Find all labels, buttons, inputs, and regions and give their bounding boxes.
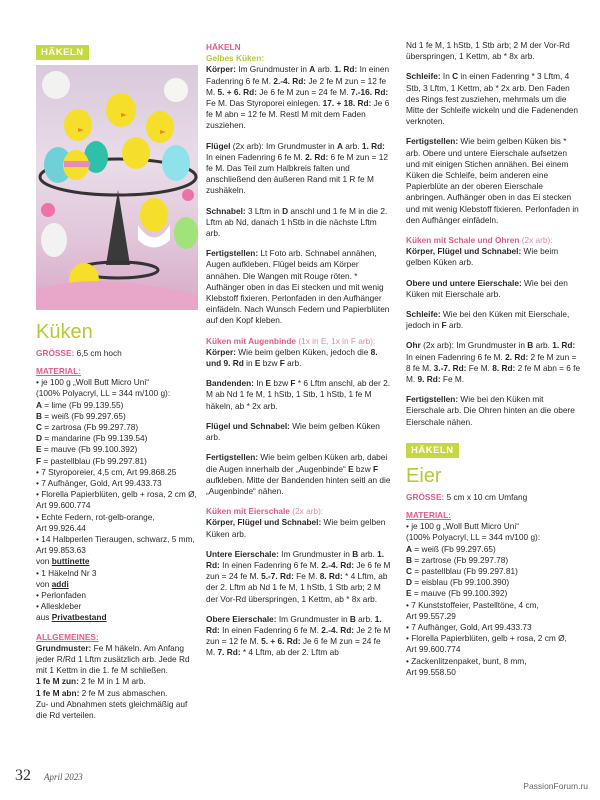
allgemeines-item xyxy=(36,688,198,699)
brand: buttinette xyxy=(51,556,90,567)
text-run: 6 fe M zun = 12 fe M. Das Teil zum Halbkreis falten und anschließend den äußeren Rand mit 1 R fe M zushäkeln. xyxy=(206,151,388,196)
bold-run: Körper: xyxy=(206,346,236,357)
supply-item: Art 99.557.29 xyxy=(406,610,456,621)
allgemeines-item xyxy=(36,643,198,677)
color-value: = mandarine (Fb 99.139.54) xyxy=(42,433,148,444)
paragraph xyxy=(406,71,581,127)
paragraph xyxy=(206,421,391,443)
bold-run: Obere Eierschale: xyxy=(206,613,277,624)
egg xyxy=(174,217,198,249)
color-item xyxy=(406,544,581,555)
text-run: (2x arb): Im Grundmuster in xyxy=(230,140,337,151)
page-number: 32 xyxy=(15,767,31,784)
bold-run: Schnabel: xyxy=(206,205,246,216)
text-run: anschl und 1 fe M in die 2. Lftm ab Nd, danach 1 hStb in die nächste Lftm arb. xyxy=(206,205,388,239)
bold-run: A xyxy=(309,64,316,75)
text-run: Im Grundmuster in xyxy=(276,613,350,624)
text-run: bzw xyxy=(271,378,291,389)
paragraph xyxy=(406,340,581,385)
supply-item: Art 99.558.50 xyxy=(406,666,456,677)
bold-run: Obere und untere Eierschale: xyxy=(406,277,522,288)
section-heading: HÄKELN xyxy=(206,42,241,52)
chick xyxy=(64,109,92,141)
text-run: 2 fe M zus abmaschen. xyxy=(79,687,168,698)
color-item xyxy=(36,400,198,411)
bold-run: 2.-4. Rd: xyxy=(321,624,355,635)
text-run: (2x arb): Im Grundmuster in xyxy=(420,340,528,351)
color-item xyxy=(36,444,198,455)
paragraph xyxy=(406,136,581,226)
color-key: C xyxy=(406,565,412,576)
ribbon xyxy=(36,281,198,310)
text-run: arb. xyxy=(446,320,464,331)
text-run: Fe M. xyxy=(440,374,465,385)
bold-run: Körper, Flügel und Schnabel: xyxy=(206,517,322,528)
egg xyxy=(162,145,190,181)
color-value: = pastellblau (Fb 99.297.81) xyxy=(41,455,147,466)
allgemeines-text xyxy=(36,643,198,721)
supply-item: Art 99.853.63 xyxy=(36,545,86,556)
text-run: in xyxy=(243,358,255,369)
bold-run: 7.-16. Rd: xyxy=(350,86,389,97)
photo-illustration xyxy=(36,65,198,310)
material-list: • je 100 g „Woll Butt Micro Uni“ (100% Polyacryl, LL = 344 m/100 g): A = weiß (Fb 99.297.65) B = zartrose (Fb 99.297.78) C = pastellblau (Fb 99.297.81) D = eisblau (Fb 99.100.390) E = mauve (Fb 99.100.392) • 7 Kunststoffeier, Pastelltöne, 4 cm, Art 99.557.29 • 7 Aufhänger, Gold, Art 99.433.73 • Florella Papierblüten, gelb + rosa, 2 cm Ø, Art 99.600.774 • Zackenlitzenpaket, bunt, 8 mm, Art 99.558.50 xyxy=(406,521,581,678)
color-value: = mauve (Fb 99.100.392) xyxy=(411,588,508,599)
bold-run: 2. Rd: xyxy=(305,151,329,162)
text-run: * 4 Lftm, ab der 2. Lftm ab Nd 1 fe M, 1 hStb, 1 Stb arb; 2 M der Vor-Rd überspringen, 1 Kettm, ab * 8x arb. xyxy=(206,571,388,604)
text-run: arb. xyxy=(342,140,362,151)
bold-run: Fertigstellen: xyxy=(206,452,259,463)
color-value: = zartrosa (Fb 99.297.78) xyxy=(42,422,139,433)
bold-run: 5.-7. Rd: xyxy=(261,571,294,582)
photo-easter-chicks xyxy=(36,65,198,310)
text-run: Wie beim gelben Küken arb. xyxy=(406,246,559,268)
bold-run: 1. Rd: xyxy=(206,613,382,635)
color-key: E xyxy=(406,588,412,599)
bold-run: 1. Rd: xyxy=(334,64,358,75)
instructions-block xyxy=(206,517,391,658)
color-list xyxy=(406,544,581,600)
bold-run: 8. und 9. Rd xyxy=(206,346,378,369)
text-run: bzw xyxy=(353,463,373,474)
bold-run: Untere Eierschale: xyxy=(206,548,279,559)
bold-run: Körper, Flügel und Schnabel: xyxy=(406,246,522,257)
text-run: Fe M häkeln. Am Anfang jeder R/Rd 1 Lftm zusätzlich arb. Jede Rd mit 1 Kettm in die 1. fe M schließen. xyxy=(36,642,190,676)
subsection-heading: Küken mit Eierschale (2x arb): xyxy=(206,506,324,517)
text-run: Wie bei den Küken mit Eierschale arb. xyxy=(406,277,568,299)
text-run: arb. xyxy=(358,548,378,559)
bold-run: 2.-4. Rd: xyxy=(273,75,307,86)
brand: addi xyxy=(51,578,69,589)
flower-decor xyxy=(41,203,55,217)
bold-run: B xyxy=(352,548,359,559)
bold-run: 1. Rd: xyxy=(361,140,385,151)
supply-item: • 7 Styroporeier, 4,5 cm, Art 99.868.25 xyxy=(36,466,177,477)
text-run: Zu- und Abnahmen stets gleichmäßig auf die Rd verteilen. xyxy=(36,698,188,721)
bold-run: B xyxy=(527,340,534,351)
bold-run: D xyxy=(282,205,289,216)
text-run: In einen Fadenring 6 fe M. xyxy=(219,624,322,635)
text-run: arb. xyxy=(315,64,335,75)
text-run: Wie bei den Küken mit Eierschale arb. Die Ohren hinten an die obere Eierschale nähen. xyxy=(406,394,575,427)
brand: Privatbestand xyxy=(51,612,107,623)
color-key: E xyxy=(36,444,42,455)
text-run: Fe M. Das Styroporei einlegen. xyxy=(206,98,323,109)
text-run: In einen Fadenring 6 fe M. xyxy=(406,351,506,362)
color-value: = eisblau (Fb 99.100.390) xyxy=(412,577,510,588)
text-run: aufkleben. Mitte der Bandenden hinten seitl an die „Augenbinde“ nähen. xyxy=(206,474,391,496)
size-line: GRÖSSE: 6,5 cm hoch xyxy=(36,348,122,358)
text-run: Je 6 fe M zun = 24 fe M. xyxy=(206,559,391,582)
text-run: Im Grundmuster in xyxy=(235,64,310,75)
color-value: = pastellblau (Fb 99.297.81) xyxy=(412,565,518,576)
color-item xyxy=(406,566,581,577)
supply-item: • Florella Papierblüten, gelb + rosa, 2 cm Ø, xyxy=(36,489,197,500)
bold-run: B xyxy=(349,613,356,624)
bold-run: 2.-4. Rd: xyxy=(321,559,355,570)
text-run: * 4 Lftm, ab der 2. Lftm ab xyxy=(240,647,339,658)
chick xyxy=(140,198,168,232)
text-run: Wie beim gelben Küken bis * arb. Obere und untere Eierschale aufsetzen und mit einigen Stichen annähen. Bei einem Küken die Schleife, beim anderen eine Papierblüte an der oberen Eierschale anbringen. Aufhänger oben in das Ei stecken und mit wenig Klebstoff fixieren. Perlonfaden in den Aufhänger einfädeln. xyxy=(406,136,579,225)
paragraph xyxy=(206,452,391,497)
bold-run: 7. Rd: xyxy=(217,647,241,658)
color-item xyxy=(36,422,198,433)
text-run: 2 fe M abn = 6 fe M. xyxy=(406,362,581,385)
bold-run: Bandenden: xyxy=(206,378,254,389)
egg xyxy=(41,223,67,257)
bold-run: F xyxy=(279,358,285,369)
bold-run: 9. Rd: xyxy=(417,374,441,385)
text-run: In xyxy=(253,378,266,389)
flower-decor xyxy=(42,71,70,99)
text-run: bzw xyxy=(260,358,280,369)
text-run: Nd 1 fe M, 1 hStb, 1 Stb arb; 2 M der Vor-Rd überspringen, 1 Kettm, ab * 8x arb. xyxy=(406,40,570,62)
color-value: = weiß (Fb 99.297.65) xyxy=(412,543,496,554)
bold-run: 1. Rd: xyxy=(206,548,385,570)
color-key: D xyxy=(406,577,412,588)
color-list xyxy=(36,400,198,467)
text-run: Fe M. xyxy=(293,571,320,582)
bold-run: 1. Rd: xyxy=(552,340,576,351)
supply-item: • Echte Federn, rot-gelb-orange, xyxy=(36,511,155,522)
color-item xyxy=(36,433,198,444)
bold-run: E xyxy=(254,358,261,369)
size-line: GRÖSSE: 5 cm x 10 cm Umfang xyxy=(406,491,528,502)
paragraph xyxy=(406,40,581,62)
color-key: C xyxy=(36,422,42,433)
text-run: In einen Fadenring 6 fe M. xyxy=(219,559,322,570)
color-item xyxy=(36,411,198,422)
bold-run: C xyxy=(452,71,459,82)
supply-item: • 7 Kunststoffeier, Pastelltöne, 4 cm, xyxy=(406,599,539,610)
bold-run: F xyxy=(373,463,379,474)
color-key: B xyxy=(36,410,42,421)
bold-run: F xyxy=(441,320,447,331)
text-run: Lt Foto arb. Schnabel annähen, Augen aufkleben. Flügel beids am Körper annähen. Die Wangen mit Rouge röten. * Aufhänger oben in das Ei stecken und mit wenig Klebstoff fixieren. Perlonfaden in den Aufhänger einfädeln. Nach Wunsch Federn und Papierblüten auf den Kopf kleben. xyxy=(206,248,390,326)
text-run: arb. xyxy=(284,358,302,369)
text-run: Je 6 fe M zun = 24 fe M. xyxy=(256,86,351,97)
subsection-heading: Gelbes Küken: xyxy=(206,53,265,64)
chick xyxy=(146,111,174,143)
eye-band xyxy=(64,161,90,167)
bold-run: E xyxy=(348,463,354,474)
column-3 xyxy=(406,40,581,678)
material-heading: MATERIAL: xyxy=(406,509,452,520)
title-eier: Eier xyxy=(406,464,442,487)
color-key: D xyxy=(36,433,42,444)
bold-run: 5. + 6. Rd: xyxy=(217,86,257,97)
bold-run: Fertigstellen: xyxy=(406,136,459,147)
paragraph xyxy=(206,517,391,539)
material-heading: MATERIAL: xyxy=(36,366,82,376)
supply-item: Art 99.600.774 xyxy=(36,500,91,511)
color-value: = zartrose (Fb 99.297.78) xyxy=(412,554,509,565)
text-run: Je 2 fe M zun = 12 fe M. xyxy=(206,624,391,647)
subsection-heading: Küken mit Augenbinde (1x in E, 1x in F arb): xyxy=(206,335,376,346)
text-run: In einen Fadenring 6 fe M. xyxy=(206,151,306,162)
paragraph xyxy=(206,614,391,659)
chick xyxy=(122,137,150,169)
bold-run: Fertigstellen: xyxy=(206,248,259,259)
text-run: Je 2 fe M zun = 12 fe M. xyxy=(206,75,387,97)
chick xyxy=(106,93,136,127)
allgemeines-item xyxy=(36,676,198,687)
supply-list xyxy=(36,467,198,557)
text-run: Wie beim gelben Küken arb. xyxy=(206,517,386,539)
bold-run: Körper: xyxy=(206,64,236,75)
section-tag: HÄKELN xyxy=(36,45,89,60)
paragraph xyxy=(406,394,581,428)
supply-item: • 7 Aufhänger, Gold, Art 99.433.73 xyxy=(36,478,162,489)
paragraph xyxy=(206,64,391,131)
instructions-block xyxy=(406,40,581,226)
text-run: Im Grundmuster in xyxy=(278,548,353,559)
color-item xyxy=(406,577,581,588)
paragraph xyxy=(206,347,391,369)
supply-item: • Florella Papierblüten, gelb + rosa, 2 cm Ø, xyxy=(406,633,567,644)
bold-run: 8. Rd: xyxy=(319,571,343,582)
color-key: A xyxy=(406,543,412,554)
supply-item: Art 99.926.44 xyxy=(36,522,86,533)
bold-run: 17. + 18. Rd: xyxy=(322,98,372,109)
bold-run: 8. Rd: xyxy=(492,362,516,373)
supply-item: Art 99.600.774 xyxy=(406,644,461,655)
bold-run: Grundmuster: xyxy=(36,642,92,653)
bold-run: Schleife: xyxy=(406,309,441,320)
material-list: • je 100 g „Woll Butt Micro Uni“ (100% Polyacryl, LL = 344 m/100 g): A = lime (Fb 99.139.55) B = weiß (Fb 99.297.65) C = zartrosa (Fb 99.297.78) D = mandarine (Fb 99.139.54) E = mauve (Fb 99.100.392) F = pastellblau (Fb 99.297.81) • 7 Styroporeier, 4,5 cm, Art 99.868.25 • 7 Aufhänger, Gold, Art 99.433.73 • Florella Papierblüten, gelb + rosa, 2 cm Ø, Art 99.600.774 • Echte Federn, rot-gelb-orange, Art 99.926.44 • 14 Halbperlen Tieraugen, schwarz, 5 mm, Art 99.853.63 von buttinette • 1 Häkelnd Nr 3 von addi • Perlonfaden • Alleskleber aus Privatbestand xyxy=(36,377,197,623)
text-run: in einen Fadenring * 3 Lftm, 4 Stb, 3 Lftm, 1 Kettm, ab * 2x arb. Den Faden des Rings fest zusziehen, mehrmals um die Mitte der Schleife wickeln und die Fadenenden verknoten. xyxy=(406,71,579,127)
bold-run: 1 fe M abn: xyxy=(36,687,80,698)
supply-item: • 14 Halbperlen Tieraugen, schwarz, 5 mm, xyxy=(36,534,195,545)
color-key: B xyxy=(406,554,412,565)
allgemeines-item xyxy=(36,699,198,721)
bold-run: A xyxy=(336,140,343,151)
color-item xyxy=(406,555,581,566)
subsection-heading: Küken mit Schale und Ohren (2x arb): xyxy=(406,235,553,246)
watermark: PassionForum.ru xyxy=(523,781,588,791)
paragraph xyxy=(406,246,581,268)
text-run: Fe M. xyxy=(466,362,493,373)
text-run: * 6 Lftm anschl, ab der 2. M ab Nd 1 fe M, 1 hStb, 1 Stb, 1 hStb, 1 fe M häkeln, ab * 2x arb. xyxy=(206,378,391,411)
issue-date: April 2023 xyxy=(44,772,83,782)
bold-run: Flügel xyxy=(206,140,231,151)
text-run: Wie bei den Küken mit Eierschale, jedoch in xyxy=(406,309,570,331)
text-run: Wie beim gelben Küken arb. xyxy=(206,420,380,443)
bold-run: 1 fe M zun: xyxy=(36,676,79,687)
stand-stem xyxy=(106,190,130,265)
text-run: arb. xyxy=(533,340,553,351)
supply-item: • Zackenlitzenpaket, bunt, 8 mm, xyxy=(406,655,527,666)
paragraph xyxy=(206,378,391,412)
allgemeines-heading: ALLGEMEINES: xyxy=(36,631,99,642)
color-value: = mauve (Fb 99.100.392) xyxy=(41,444,138,455)
paragraph xyxy=(406,278,581,300)
section-tag: HÄKELN xyxy=(406,443,459,458)
text-run: 2 fe M zun = 8 fe M. xyxy=(406,351,577,373)
text-run: In einen Fadenring 6 fe M. xyxy=(206,64,390,86)
color-value: = lime (Fb 99.139.55) xyxy=(42,399,124,410)
bold-run: E xyxy=(265,378,272,389)
bold-run: Schleife: xyxy=(406,71,441,82)
bold-run: 5. + 6. Rd: xyxy=(261,636,301,647)
text-run: Je 6 fe M abn = 12 fe M. Restl M mit dem Faden zusziehen. xyxy=(206,98,390,131)
text-run: Wie beim gelben Küken, jedoch die xyxy=(235,346,371,357)
bold-run: Fertigstellen: xyxy=(406,394,459,405)
text-run: Je 6 fe M zun = 24 fe M. xyxy=(206,636,381,658)
color-key: F xyxy=(36,455,42,466)
instructions-block xyxy=(406,246,581,428)
title-kueken: Küken xyxy=(36,321,93,343)
flower-decor xyxy=(182,189,194,201)
bold-run: 3.-7. Rd: xyxy=(433,362,467,373)
instructions-block xyxy=(206,64,391,326)
flower-decor xyxy=(164,78,188,102)
paragraph xyxy=(206,549,391,605)
text-run: 2 fe M in 1 M arb. xyxy=(78,676,146,687)
supply-list xyxy=(406,600,581,678)
text-run: In xyxy=(440,71,453,82)
color-value: = weiß (Fb 99.297.65) xyxy=(42,410,126,421)
paragraph xyxy=(206,206,391,240)
text-run: arb. xyxy=(355,613,375,624)
text-run: Wie beim gelben Küken arb, dabei die Augen innerhalb der „Augenbinde“ xyxy=(206,452,388,474)
paragraph xyxy=(206,141,391,197)
instructions-block xyxy=(206,347,391,497)
paragraph xyxy=(206,248,391,326)
text-run: 3 Lftm in xyxy=(245,205,283,216)
column-1 xyxy=(36,42,198,721)
color-item xyxy=(36,456,198,467)
color-key: A xyxy=(36,399,42,410)
supply-item: • 7 Aufhänger, Gold, Art 99.433.73 xyxy=(406,621,532,632)
column-2 xyxy=(206,42,391,668)
bold-run: F xyxy=(290,378,296,389)
color-item xyxy=(406,588,581,599)
bold-run: Flügel und Schnabel: xyxy=(206,420,290,431)
paragraph xyxy=(406,309,581,331)
bold-run: 2. Rd: xyxy=(505,351,529,362)
bold-run: Ohr xyxy=(406,340,421,351)
